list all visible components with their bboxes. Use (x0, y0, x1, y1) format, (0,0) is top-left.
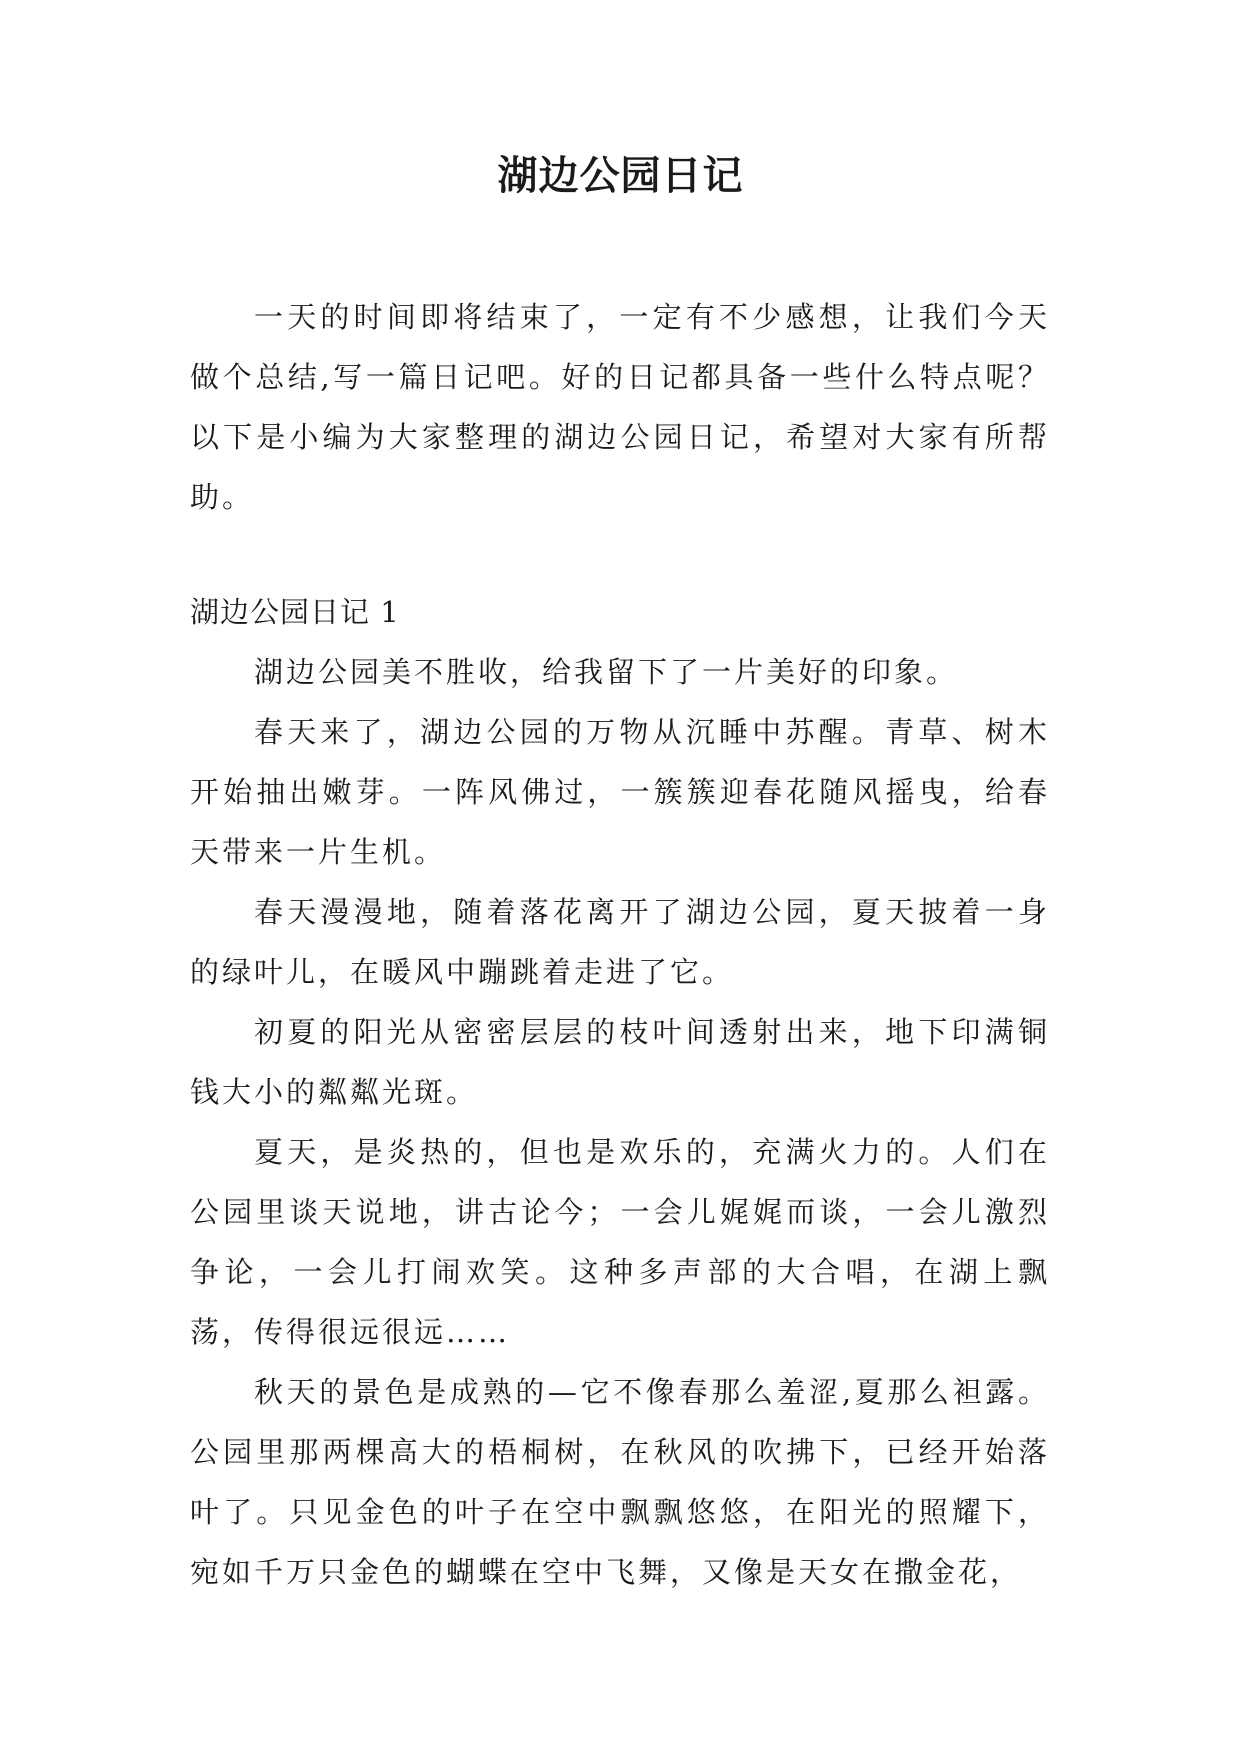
intro-block (190, 287, 1050, 527)
diary-paragraph: 秋天的景色是成熟的—它不像春那么羞涩,夏那么袒露。公园里那两棵高大的梧桐树，在秋风的吹拂下，已经开始落叶了。只见金色的叶子在空中飘飘悠悠，在阳光的照耀下，宛如千万只金色的蝴蝶在空中飞舞，又像是天女在撒金花， (190, 1375, 1050, 1589)
diary-paragraph: 夏天，是炎热的，但也是欢乐的，充满火力的。人们在公园里谈天说地，讲古论今；一会儿娓娓而谈，一会儿激烈争论，一会儿打闹欢笑。这种多声部的大合唱，在湖上飘荡，传得很远很远…… (190, 1135, 1050, 1349)
diary-paragraph: 春天来了，湖边公园的万物从沉睡中苏醒。青草、树木开始抽出嫩芽。一阵风佛过，一簇簇迎春花随风摇曳，给春天带来一片生机。 (190, 715, 1050, 869)
diary-paragraph: 春天漫漫地，随着落花离开了湖边公园，夏天披着一身的绿叶儿，在暖风中蹦跳着走进了它。 (190, 895, 1050, 989)
document-title: 湖边公园日记 (497, 152, 744, 199)
diary-paragraph: 湖边公园美不胜收，给我留下了一片美好的印象。 (254, 655, 959, 689)
diary-paragraph: 初夏的阳光从密密层层的枝叶间透射出来，地下印满铜钱大小的粼粼光斑。 (190, 1015, 1050, 1109)
intro-paragraph: 一天的时间即将结束了，一定有不少感想，让我们今天做个总结,写一篇日记吧。好的日记都具备一些什么特点呢？以下是小编为大家整理的湖边公园日记，希望对大家有所帮助。 (190, 300, 1050, 514)
diary-section (190, 582, 1050, 1602)
section-heading: 湖边公园日记 1 (190, 595, 400, 629)
